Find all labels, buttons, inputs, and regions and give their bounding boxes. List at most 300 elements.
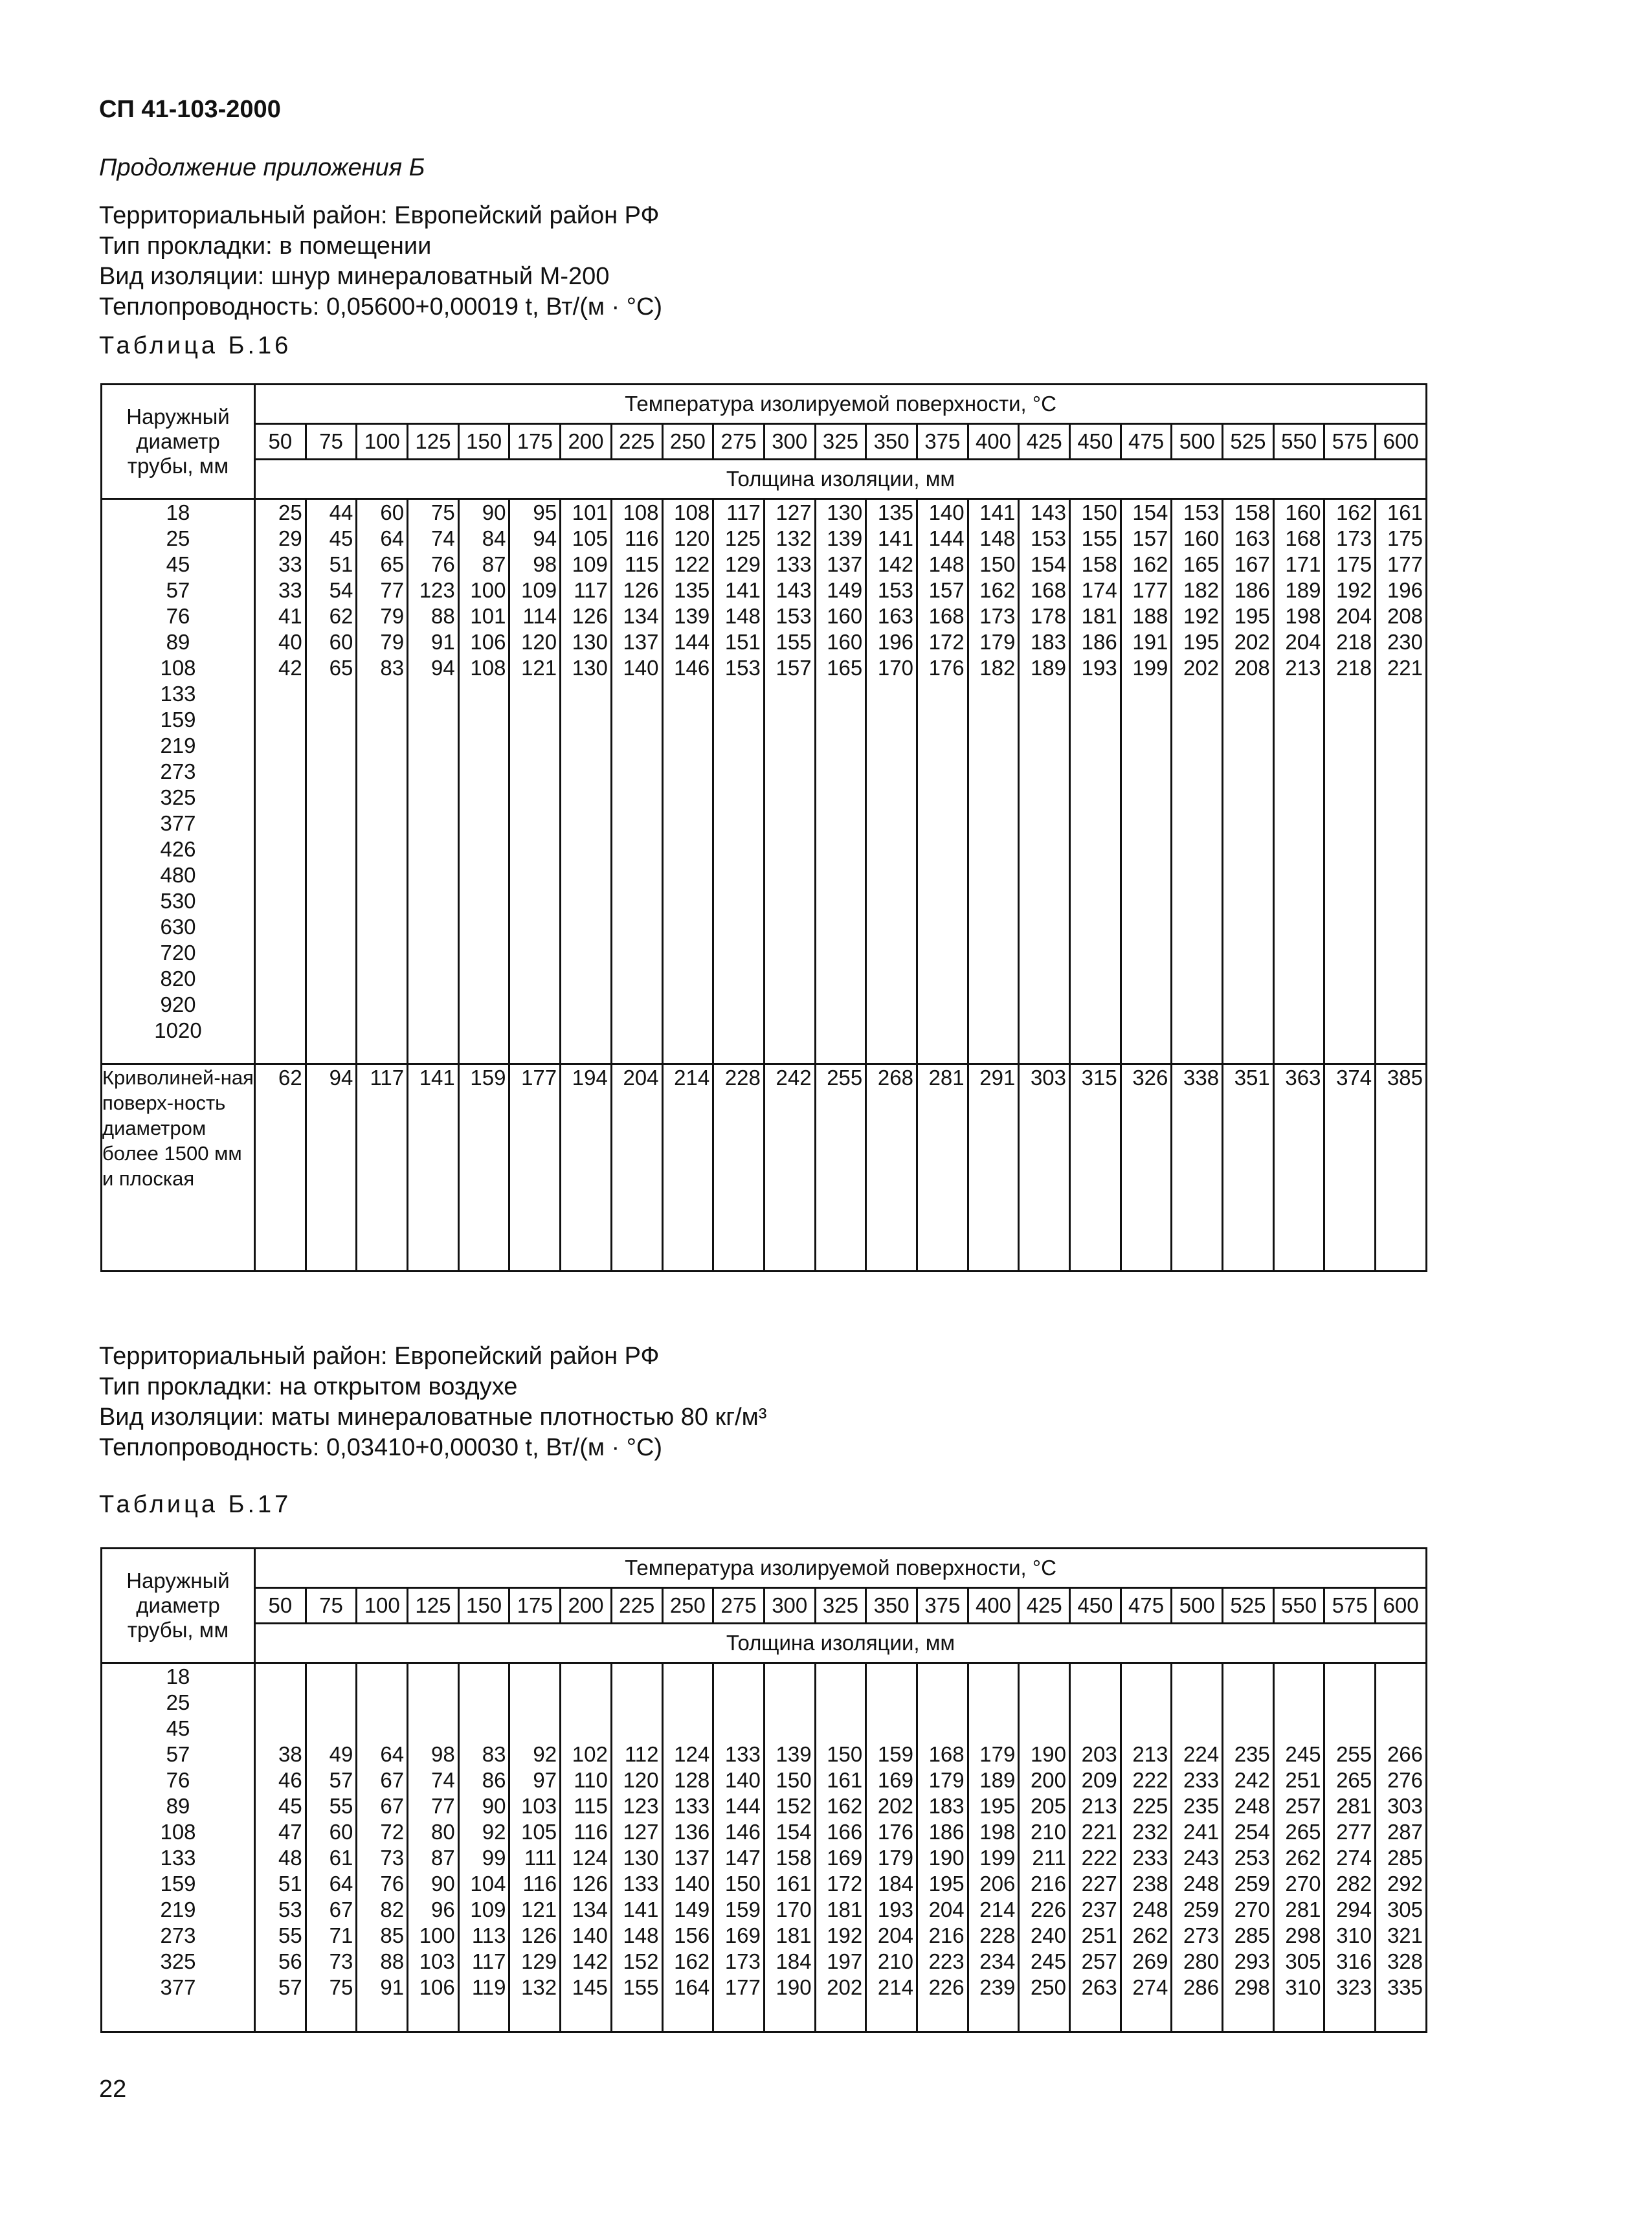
table-cell: 189 [979,1768,1016,1792]
table-cell: 198 [1285,604,1321,628]
temp-header-cell: 350 [866,424,917,460]
table-cell: 172 [928,630,965,654]
header-row [102,1549,1427,1588]
table-cell: 186 [1234,578,1270,602]
table-cell: 117 [471,1949,506,1973]
value-column [306,1663,357,2032]
blank-cell [357,1664,407,1690]
table-cell: 242 [776,1066,812,1090]
table-cell: 170 [877,656,913,680]
value-column [509,499,561,1064]
table-cell: 57 [278,1975,302,1999]
table-cell: 305 [1387,1898,1423,1921]
table-cell: 54 [329,578,353,602]
table-cell: 117 [726,500,761,524]
table-cell: 143 [776,578,812,602]
table-cell: 194 [572,1066,608,1090]
table-cell: 216 [928,1923,965,1947]
table-cell: 292 [1387,1872,1423,1896]
table-cell: 182 [1183,578,1220,602]
table-cell: 168 [1285,526,1321,550]
table-cell: 233 [1183,1768,1220,1792]
blank-cell [714,1716,763,1742]
diameter-value: 820 [160,967,196,991]
table-cell: 191 [1132,630,1168,654]
table-cell: 80 [431,1820,455,1844]
table-cell: 338 [1183,1066,1220,1090]
table-cell: 182 [979,656,1016,680]
table-cell: 65 [329,656,353,680]
flat-value-column [866,1064,917,1271]
table-cell: 214 [877,1975,913,1999]
table-cell: 248 [1183,1872,1220,1896]
table-cell: 202 [827,1975,863,1999]
table-cell: 226 [928,1975,965,1999]
table-cell: 323 [1336,1975,1372,1999]
temp-header-cell: 475 [1121,424,1172,460]
table-cell: 196 [1387,578,1423,602]
table-cell: 173 [724,1949,761,1973]
table-cell: 213 [1285,656,1321,680]
table-cell: 71 [329,1923,353,1947]
table-cell: 91 [380,1975,405,1999]
flat-value-column [815,1064,866,1271]
table-cell: 214 [979,1898,1016,1921]
table-cell: 321 [1387,1923,1423,1947]
table-cell: 92 [533,1742,557,1766]
temp-header-cell: 75 [306,424,357,460]
value-column [1273,1663,1324,2032]
table-cell: 262 [1285,1846,1321,1870]
table-cell: 79 [380,630,405,654]
blank-cell [1020,1716,1069,1742]
table-cell: 257 [1081,1949,1117,1973]
table-cell: 202 [1234,630,1270,654]
table-cell: 135 [674,578,710,602]
table-cell: 130 [827,500,863,524]
table-cell: 200 [1030,1768,1066,1792]
table-cell: 139 [674,604,710,628]
blank-cell [918,1664,967,1690]
table-cell: 90 [482,1794,506,1818]
table-cell: 84 [482,526,506,550]
table-cell: 157 [928,578,965,602]
table-cell: 155 [1081,526,1117,550]
table-cell: 177 [1387,552,1423,576]
table-cell: 134 [623,604,659,628]
table-cell: 77 [431,1794,455,1818]
blank-cell [1223,1690,1273,1716]
table-cell: 150 [1081,500,1117,524]
table-cell: 149 [674,1898,710,1921]
table-cell: 262 [1132,1923,1168,1947]
value-column [255,499,306,1064]
table-cell: 143 [1030,500,1066,524]
temp-header-cell: 175 [509,424,561,460]
table-cell: 158 [1234,500,1270,524]
table-cell: 101 [470,604,506,628]
table-cell: 242 [1234,1768,1270,1792]
table-cell: 156 [674,1923,710,1947]
blank-cell [408,1664,458,1690]
table-cell: 144 [724,1794,761,1818]
table-cell: 171 [1285,552,1321,576]
table-cell: 115 [624,552,659,576]
table-cell: 248 [1234,1794,1270,1818]
thickness-header: Толщина изоляции, мм [255,1624,1427,1663]
info-line: Территориальный район: Европейский район РФ [99,1343,660,1370]
table-cell: 168 [928,604,965,628]
temps-row [102,1588,1427,1624]
blank-cell [561,1664,610,1690]
table-cell: 117 [370,1066,405,1090]
table-cell: 226 [1030,1898,1066,1921]
table-cell: 41 [278,604,302,628]
table-cell: 47 [278,1820,302,1844]
blank-cell [1325,1664,1374,1690]
table-cell: 199 [979,1846,1016,1870]
table-cell: 51 [278,1872,302,1896]
value-column [1223,1663,1274,2032]
table-cell: 145 [572,1975,608,1999]
table-cell: 225 [1132,1794,1168,1818]
diameter-value: 480 [160,863,196,887]
table-cell: 126 [623,578,659,602]
table-cell: 155 [623,1975,659,1999]
table-cell: 33 [278,578,302,602]
table-cell: 122 [674,552,710,576]
table-cell: 45 [278,1794,302,1818]
table-cell: 186 [1081,630,1117,654]
value-column [611,499,662,1064]
table-cell: 204 [928,1898,965,1921]
temp-header-cell: 100 [357,1588,408,1624]
value-column [306,499,357,1064]
table-cell: 211 [1032,1846,1066,1870]
temp-header-cell: 275 [713,424,765,460]
table-cell: 100 [470,578,506,602]
table-cell: 184 [776,1949,812,1973]
table-cell: 213 [1132,1742,1168,1766]
table-cell: 123 [419,578,455,602]
table-cell: 270 [1234,1898,1270,1921]
table-cell: 178 [1030,604,1066,628]
diameter-value: 273 [160,759,196,783]
table-cell: 64 [380,1742,405,1766]
table-cell: 95 [533,500,557,524]
table-cell: 140 [572,1923,608,1947]
table-cell: 285 [1234,1923,1270,1947]
table-cell: 129 [521,1949,557,1973]
diameter-value: 57 [166,578,190,602]
table-cell: 74 [431,526,455,550]
blank-cell [664,1690,713,1716]
table-cell: 274 [1336,1846,1372,1870]
table-cell: 164 [674,1975,710,1999]
table-cell: 76 [431,552,455,576]
table-cell: 175 [1387,526,1423,550]
table-cell: 160 [827,630,863,654]
temp-header-cell: 525 [1223,424,1274,460]
table-cell: 154 [1030,552,1066,576]
table-cell: 273 [1183,1923,1220,1947]
diameter-value: 1020 [154,1018,202,1042]
diameter-value: 159 [160,708,196,732]
blank-cell [1376,1664,1425,1690]
table-cell: 206 [979,1872,1016,1896]
table-cell: 148 [724,604,761,628]
value-column [1376,499,1427,1064]
table-cell: 257 [1285,1794,1321,1818]
blank-cell [612,1664,662,1690]
table-cell: 195 [1234,604,1270,628]
table-cell: 65 [380,552,405,576]
value-column [917,499,968,1064]
table-cell: 110 [574,1768,608,1792]
table-cell: 203 [1081,1742,1117,1766]
blank-cell [1172,1716,1222,1742]
table-cell: 188 [1132,604,1168,628]
flat-surface-label: Криволиней-ная поверх-ность диаметром более 1500 мм и плоская [102,1064,255,1271]
blank-cell [256,1690,305,1716]
diameter-value: 920 [160,992,196,1016]
diameter-value: 25 [166,526,190,550]
table-cell: 116 [624,526,659,550]
table-cell: 103 [419,1949,455,1973]
table-cell: 238 [1132,1872,1168,1896]
table-cell: 162 [827,1794,863,1818]
table-cell: 153 [1030,526,1066,550]
blank-cell [969,1664,1018,1690]
table-cell: 293 [1234,1949,1270,1973]
blank-cell [357,1716,407,1742]
table-cell: 254 [1234,1820,1270,1844]
diameter-value: 18 [166,500,190,524]
table-cell: 183 [1030,630,1066,654]
table-cell: 127 [776,500,812,524]
table-cell: 176 [877,1820,913,1844]
info-line: Тип прокладки: на открытом воздухе [99,1373,518,1400]
blank-cell [408,1690,458,1716]
table-cell: 88 [380,1949,405,1973]
table-cell: 214 [674,1066,710,1090]
table-cell: 157 [776,656,812,680]
table-cell: 142 [877,552,913,576]
value-column [713,1663,765,2032]
value-column [1172,499,1223,1064]
table-cell: 183 [928,1794,965,1818]
table-cell: 189 [1285,578,1321,602]
table-cell: 149 [827,578,863,602]
table-cell: 140 [928,500,965,524]
table-cell: 51 [329,552,353,576]
table-cell: 140 [623,656,659,680]
temp-header-cell: 350 [866,1588,917,1624]
table-cell: 265 [1336,1768,1372,1792]
blank-cell [714,1664,763,1690]
table-cell: 100 [419,1923,455,1947]
table-cell: 141 [724,578,761,602]
table-cell: 55 [278,1923,302,1947]
section2-info [99,1341,766,1463]
value-column [662,499,713,1064]
value-column [764,499,815,1064]
table-cell: 165 [827,656,863,680]
table-cell: 280 [1183,1949,1220,1973]
table-cell: 163 [1234,526,1270,550]
table-cell: 140 [674,1872,710,1896]
diameter-value: 76 [166,604,190,628]
table-cell: 109 [521,578,557,602]
blank-cell [1020,1690,1069,1716]
table-cell: 92 [482,1820,506,1844]
table-cell: 221 [1387,656,1423,680]
value-column [815,1663,866,2032]
value-column [1376,1663,1427,2032]
table-cell: 108 [674,500,710,524]
temp-header-cell: 450 [1070,1588,1121,1624]
table-cell: 230 [1387,630,1423,654]
blank-cell [816,1716,865,1742]
blank-cell [1020,1664,1069,1690]
temp-header-cell: 325 [815,1588,866,1624]
table-cell: 146 [674,656,710,680]
blank-cell [1122,1664,1171,1690]
table-cell: 150 [776,1768,812,1792]
blank-cell [664,1664,713,1690]
blank-cell [1325,1716,1374,1742]
blank-cell [561,1716,610,1742]
table-b17-caption: Таблица Б.17 [99,1491,292,1518]
table-cell: 160 [1285,500,1321,524]
table-cell: 204 [1285,630,1321,654]
table-cell: 130 [623,1846,659,1870]
table-cell: 192 [1336,578,1372,602]
table-cell: 160 [827,604,863,628]
temp-header-cell: 150 [458,1588,509,1624]
table-cell: 90 [431,1872,455,1896]
value-column [408,499,459,1064]
table-cell: 199 [1132,656,1168,680]
table-cell: 161 [1387,500,1423,524]
table-cell: 25 [278,500,302,524]
table-cell: 193 [1081,656,1117,680]
table-cell: 204 [623,1066,659,1090]
table-cell: 67 [329,1898,353,1921]
table-cell: 64 [380,526,405,550]
blank-cell [765,1716,814,1742]
temp-header-cell: 475 [1121,1588,1172,1624]
value-column [357,1663,408,2032]
info-line: Теплопроводность: 0,03410+0,00030 t, Вт/(м · °С) [99,1434,663,1461]
table-cell: 186 [928,1820,965,1844]
table-cell: 173 [979,604,1016,628]
blank-cell [307,1664,356,1690]
table-cell: 228 [979,1923,1016,1947]
thickness-row [102,460,1427,499]
table-cell: 38 [278,1742,302,1766]
diameter-column [102,1663,255,2032]
diameter-value: 325 [160,1949,196,1973]
table-cell: 121 [521,1898,557,1921]
flat-value-column [1070,1064,1121,1271]
diameter-value: 89 [166,1794,190,1818]
value-column [1019,1663,1070,2032]
table-cell: 136 [674,1820,710,1844]
table-cell: 210 [1030,1820,1066,1844]
table-cell: 374 [1336,1066,1372,1090]
table-cell: 168 [1030,578,1066,602]
table-cell: 49 [329,1742,353,1766]
table-cell: 208 [1234,656,1270,680]
table-cell: 159 [470,1066,506,1090]
table-cell: 75 [431,500,455,524]
blank-cell [1122,1716,1171,1742]
table-cell: 61 [329,1846,353,1870]
table-cell: 130 [572,630,608,654]
table-cell: 114 [522,604,557,628]
table-cell: 270 [1285,1872,1321,1896]
table-cell: 165 [1183,552,1220,576]
temp-header-cell: 75 [306,1588,357,1624]
temp-header-cell: 150 [458,424,509,460]
diameter-value: 45 [166,552,190,576]
table-cell: 154 [776,1820,812,1844]
temperature-header: Температура изолируемой поверхности, °С [255,1549,1427,1588]
row-header: Наружный диаметр трубы, мм [102,385,255,499]
table-cell: 363 [1285,1066,1321,1090]
table-cell: 103 [521,1794,557,1818]
value-column [408,1663,459,2032]
table-cell: 190 [776,1975,812,1999]
continuation-title: Продолжение приложения Б [99,154,425,181]
table-cell: 120 [521,630,557,654]
table-cell: 315 [1081,1066,1117,1090]
flat-value-column [458,1064,509,1271]
table-cell: 282 [1336,1872,1372,1896]
table-cell: 162 [1336,500,1372,524]
info-line: Тип прокладки: в помещении [99,232,432,260]
row-header: Наружный диаметр трубы, мм [102,1549,255,1663]
blank-cell [867,1690,916,1716]
temp-header-cell: 525 [1223,1588,1274,1624]
table-cell: 108 [470,656,506,680]
table-cell: 72 [380,1820,405,1844]
table-cell: 94 [329,1066,353,1090]
table-cell: 108 [623,500,659,524]
blank-cell [256,1664,305,1690]
temp-header-cell: 600 [1376,424,1427,460]
table-cell: 172 [827,1872,863,1896]
table-cell: 253 [1234,1846,1270,1870]
table-cell: 189 [1030,656,1066,680]
value-column [1019,499,1070,1064]
blank-cell [307,1716,356,1742]
table-cell: 116 [522,1872,557,1896]
table-cell: 126 [521,1923,557,1947]
table-cell: 202 [1183,656,1220,680]
table-cell: 124 [674,1742,710,1766]
table-cell: 169 [724,1923,761,1947]
table-cell: 298 [1234,1975,1270,1999]
table-cell: 62 [278,1066,302,1090]
table-cell: 162 [1132,552,1168,576]
table-cell: 141 [877,526,913,550]
table-cell: 170 [776,1898,812,1921]
table-cell: 235 [1183,1794,1220,1818]
table-cell: 115 [574,1794,608,1818]
temp-header-cell: 500 [1172,1588,1223,1624]
